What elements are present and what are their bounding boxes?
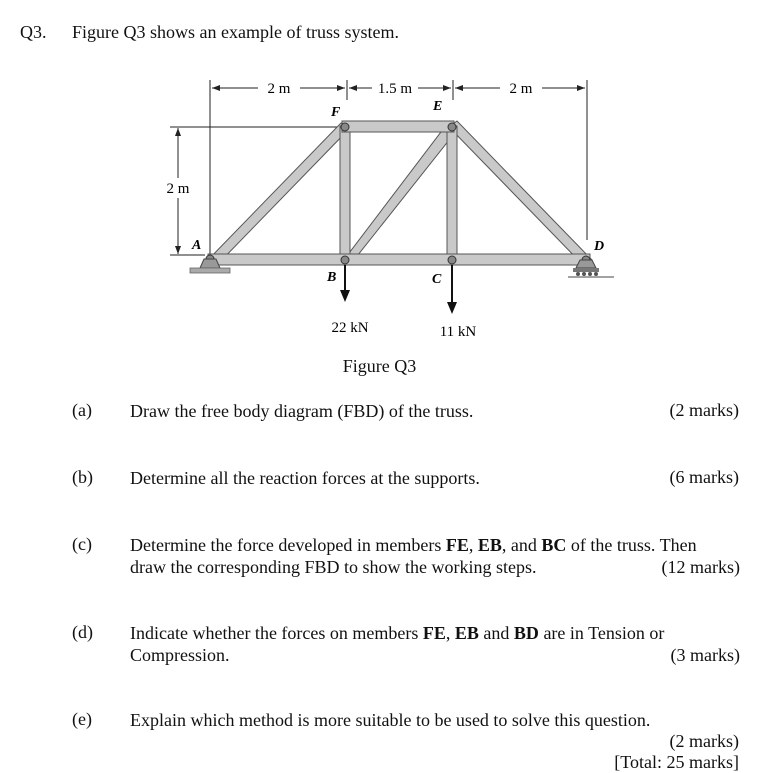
part-b-text: Determine all the reaction forces at the supports. <box>130 468 480 488</box>
truss-figure <box>140 70 630 350</box>
question-number: Q3. <box>20 22 47 42</box>
part-e-marks: (2 marks) <box>669 731 739 751</box>
load-label-C: 11 kN <box>439 324 477 340</box>
member-EB <box>340 124 457 265</box>
part-e-label: (e) <box>72 709 92 729</box>
member-EB-ref: EB <box>477 535 502 555</box>
member-AD <box>208 254 590 265</box>
member-BC-ref: BC <box>541 535 567 555</box>
member-FE <box>342 121 454 132</box>
dimension-lines <box>170 80 587 260</box>
part-a-label: (a) <box>72 400 92 420</box>
node-label-F: F <box>331 105 341 120</box>
pin-E <box>448 123 456 131</box>
dim-label-right: 2 m <box>509 81 533 97</box>
total-marks: [Total: 25 marks] <box>614 752 739 772</box>
member-ED <box>449 121 592 266</box>
part-d-label: (d) <box>72 622 93 642</box>
part-c-marks: (12 marks) <box>661 557 740 577</box>
part-b-marks: (6 marks) <box>669 467 739 487</box>
dim-label-left: 2 m <box>267 81 291 97</box>
part-c-text <box>130 534 740 578</box>
pin-F <box>341 123 349 131</box>
dim-label-mid: 1.5 m <box>377 81 413 97</box>
member-EB-ref: EB <box>454 623 479 643</box>
node-label-D: D <box>594 239 605 254</box>
truss-members <box>206 121 592 268</box>
node-label-A: A <box>192 238 202 253</box>
part-c-label: (c) <box>72 534 92 554</box>
node-label-B: B <box>327 270 337 285</box>
part-b-label: (b) <box>72 467 93 487</box>
node-label-E: E <box>433 99 443 114</box>
dim-label-height: 2 m <box>166 181 190 197</box>
member-EC <box>447 126 457 261</box>
figure-caption: Figure Q3 <box>342 356 417 376</box>
load-arrow-B <box>340 265 350 302</box>
part-c-line1: Determine the force developed in members FE, EB, and BC of the truss. Then <box>130 535 697 555</box>
member-FE-ref: FE <box>422 623 446 643</box>
pin-C <box>448 256 456 264</box>
member-FB <box>340 126 350 261</box>
member-AF <box>206 123 349 268</box>
part-e-text: Explain which method is more suitable to be used to solve this question. <box>130 710 651 730</box>
part-d-line2: Compression. <box>130 645 230 665</box>
part-a-marks: (2 marks) <box>669 400 739 420</box>
part-c-line2: draw the corresponding FBD to show the working steps. <box>130 557 537 577</box>
load-arrow-C <box>447 265 457 314</box>
part-a-text: Draw the free body diagram (FBD) of the truss. <box>130 401 474 421</box>
member-BD-ref: BD <box>513 623 539 643</box>
question-intro: Figure Q3 shows an example of truss system. <box>72 22 399 42</box>
part-d-line1: Indicate whether the forces on members FE, EB and BD are in Tension or <box>130 623 665 643</box>
part-d-marks: (3 marks) <box>670 645 740 665</box>
pin-B <box>341 256 349 264</box>
load-label-B: 22 kN <box>331 320 369 336</box>
dimension-arrows <box>175 85 585 254</box>
part-d-text <box>130 622 740 666</box>
member-FE-ref: FE <box>445 535 469 555</box>
node-label-C: C <box>432 272 442 287</box>
